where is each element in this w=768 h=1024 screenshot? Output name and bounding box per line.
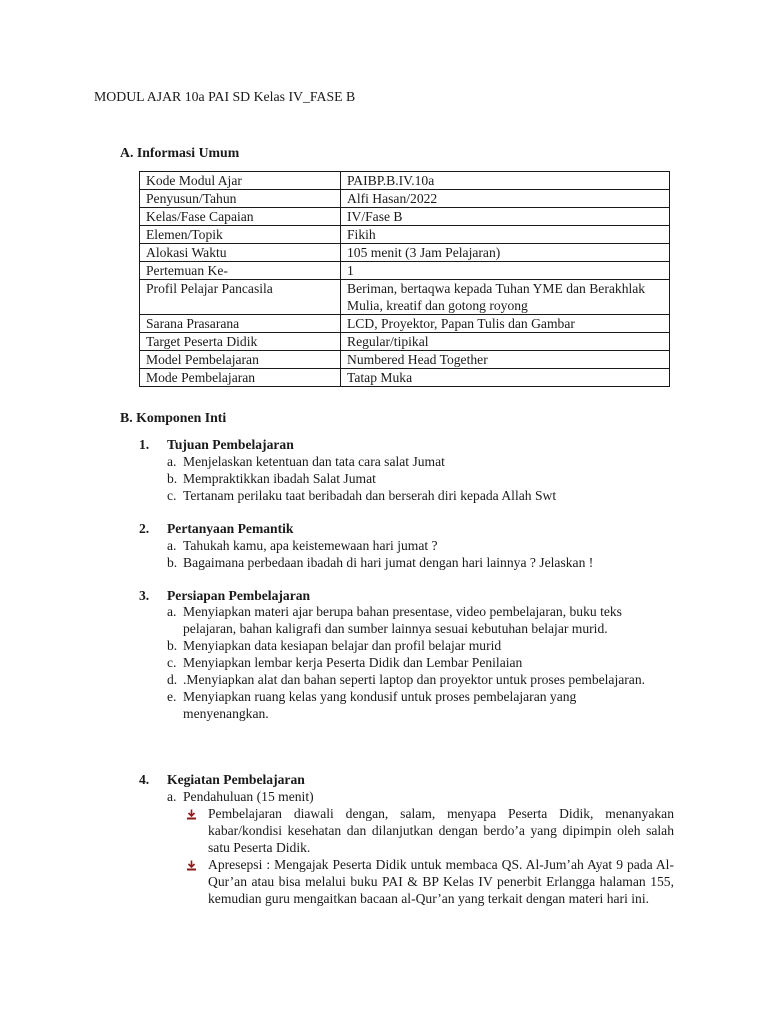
table-row [140,280,670,315]
list-item [167,537,677,554]
list-item [167,688,659,722]
row-value: Regular/tipikal [341,333,670,351]
table-row [140,333,670,351]
section-b-heading: B. Komponen Inti [120,410,227,425]
table-row [140,190,670,208]
list-item [167,487,677,504]
row-value: Beriman, bertaqwa kepada Tuhan YME dan Berakhlak Mulia, kreatif dan gotong royong [341,280,670,315]
row-label: Kelas/Fase Capaian [140,208,341,226]
list-item [167,637,659,654]
list-item [167,453,677,470]
list-marker: b. [167,638,178,653]
table-row [140,208,670,226]
list-text: Tahukah kamu, apa keistemewaan hari jumat ? [183,538,438,553]
list-text: Apresepsi : Mengajak Peserta Didik untuk membaca QS. Al-Jum’ah Ayat 9 pada Al-Qur’an atau bisa melalui buku PAI & BP Kelas IV penerbit Erlangga halaman 155, kemudian guru mengaitkan bacaan al-Qur’an yang terkait dengan materi hari ini. [208,857,674,906]
item-title-text: Tujuan Pembelajaran [167,437,294,452]
list-marker: c. [167,655,177,670]
table-row [140,226,670,244]
arrow-bullet-icon [186,809,197,820]
row-value: 105 menit (3 Jam Pelajaran) [341,244,670,262]
list-marker: a. [167,538,177,553]
item-number: 3. [139,588,150,603]
tujuan-list [167,453,677,504]
list-marker: d. [167,672,178,687]
table-row [140,369,670,387]
table-row [140,351,670,369]
list-text: Mempraktikkan ibadah Salat Jumat [183,471,376,486]
list-marker: e. [167,689,177,704]
item-number: 4. [139,772,150,787]
list-text: Menyiapkan materi ajar berupa bahan presentase, video pembelajaran, buku teks pelajaran, bahan kaligrafi dan sumber lainnya sesuai kebutuhan belajar murid. [183,604,622,636]
list-item [167,470,677,487]
list-text: Menjelaskan ketentuan dan tata cara salat Jumat [183,454,445,469]
list-item [167,654,659,671]
item-title-text: Persiapan Pembelajaran [167,588,311,603]
row-value: 1 [341,262,670,280]
table-row [140,315,670,333]
item-title-kegiatan [139,771,305,788]
section-a-heading: A. Informasi Umum [120,145,240,160]
row-value: Tatap Muka [341,369,670,387]
row-value: Alfi Hasan/2022 [341,190,670,208]
table-row [140,262,670,280]
row-label: Model Pembelajaran [140,351,341,369]
row-label: Target Peserta Didik [140,333,341,351]
list-item [167,554,677,571]
list-text: Tertanam perilaku taat beribadah dan berserah diri kepada Allah Swt [183,488,557,503]
item-title-pemantik [139,520,294,537]
list-text: .Menyiapkan alat dan bahan seperti laptop dan proyektor untuk proses pembelajaran. [183,672,646,687]
list-marker: b. [167,555,178,570]
list-text: Menyiapkan ruang kelas yang kondusif untuk proses pembelajaran yang menyenangkan. [183,689,577,721]
item-title-text: Kegiatan Pembelajaran [167,772,305,787]
page-title: MODUL AJAR 10a PAI SD Kelas IV_FASE B [94,89,356,104]
pemantik-list [167,537,677,571]
list-item [167,671,659,688]
row-label: Pertemuan Ke- [140,262,341,280]
row-label: Alokasi Waktu [140,244,341,262]
list-text: Pendahuluan (15 menit) [183,789,314,804]
row-value: PAIBP.B.IV.10a [341,172,670,190]
item-title-persiapan [139,587,310,604]
row-label: Elemen/Topik [140,226,341,244]
row-value: Numbered Head Together [341,351,670,369]
item-title-tujuan [139,436,294,453]
list-item [186,856,674,907]
item-title-text: Pertanyaan Pemantik [167,521,294,536]
list-marker: c. [167,488,177,503]
table-row [140,172,670,190]
kegiatan-bullets [186,805,674,907]
list-item [167,603,659,637]
list-item [186,805,674,856]
list-item [167,788,677,805]
list-text: Menyiapkan lembar kerja Peserta Didik dan Lembar Penilaian [183,655,523,670]
list-marker: a. [167,789,177,804]
table-row [140,244,670,262]
row-label: Sarana Prasarana [140,315,341,333]
row-label: Kode Modul Ajar [140,172,341,190]
list-text: Bagaimana perbedaan ibadah di hari jumat dengan hari lainnya ? Jelaskan ! [183,555,594,570]
list-text: Menyiapkan data kesiapan belajar dan profil belajar murid [183,638,502,653]
list-marker: a. [167,604,177,619]
list-marker: a. [167,454,177,469]
row-label: Penyusun/Tahun [140,190,341,208]
row-label: Profil Pelajar Pancasila [140,280,341,315]
persiapan-list [167,603,659,722]
row-value: IV/Fase B [341,208,670,226]
arrow-bullet-icon [186,860,197,871]
row-label: Mode Pembelajaran [140,369,341,387]
item-number: 1. [139,437,150,452]
info-table [139,171,670,387]
row-value: Fikih [341,226,670,244]
list-marker: b. [167,471,178,486]
item-number: 2. [139,521,150,536]
list-text: Pembelajaran diawali dengan, salam, menyapa Peserta Didik, menanyakan kabar/kondisi kesehatan dan dilanjutkan dengan berdo’a yang dipimpin oleh salah satu Peserta Didik. [208,806,674,855]
kegiatan-phase [167,788,677,805]
row-value: LCD, Proyektor, Papan Tulis dan Gambar [341,315,670,333]
